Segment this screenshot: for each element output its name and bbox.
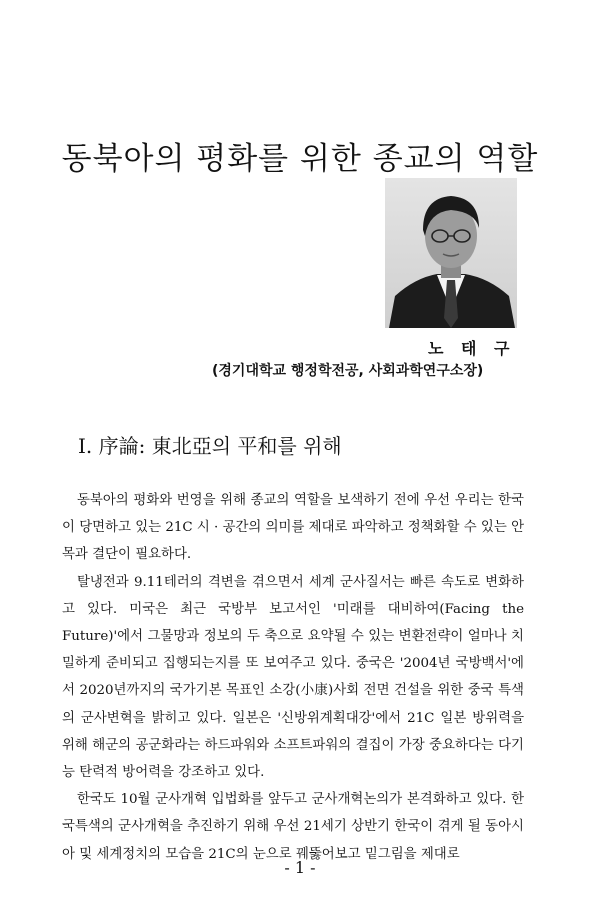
section-heading: Ⅰ. 序論: 東北亞의 平和를 위해 [78, 434, 342, 458]
paragraph: 탈냉전과 9.11테러의 격변을 겪으면서 세계 군사질서는 빠른 속도로 변화하고 있다. 미국은 최근 국방부 보고서인 '미래를 대비하여(Facing the Future)'에서 그물망과 정보의 두 축으로 요약될 수 있는 변환전략이 얼마나 치밀하게 준비되고 집행되는지를 또 보여주고 있다. 중국은 '2004년 국방백서'에서 2020년까지의 국가기본 목표인 소강(小康)사회 전면 건설을 위한 중국 특색의 군사변혁을 밝히고 있다. 일본은 '신방위계획대강'에서 21C 일본 방위력을 위해 해군의 공군화라는 하드파워와 소프트파워의 결집이 가장 중요하다는 다기능 탄력적 방어력을 강조하고 있다. [62, 574, 524, 781]
page-title: 동북아의 평화를 위한 종교의 역할 [61, 140, 539, 177]
paragraph: 한국도 10월 군사개혁 입법화를 앞두고 군사개혁논의가 본격화하고 있다. 한국특색의 군사개혁을 추진하기 위해 우선 21세기 상반기 한국이 겪게 될 동아시아 및 세계정치의 모습을 21C의 눈으로 꿰뚫어보고 밑그림을 제대로 [62, 792, 524, 862]
paragraph: 동북아의 평화와 번영을 위해 종교의 역할을 보색하기 전에 우선 우리는 한국이 당면하고 있는 21C 시 · 공간의 의미를 제대로 파악하고 정책화할 수 있는 안목과 결단이 필요하다. [62, 493, 524, 563]
body-text [62, 487, 524, 868]
author-portrait-image [385, 178, 517, 328]
author-photo [385, 178, 517, 328]
page-number: - 1 - [284, 858, 316, 877]
author-affiliation: (경기대학교 행정학전공, 사회과학연구소장) [212, 363, 484, 379]
author-name: 노 태 구 [428, 339, 516, 358]
